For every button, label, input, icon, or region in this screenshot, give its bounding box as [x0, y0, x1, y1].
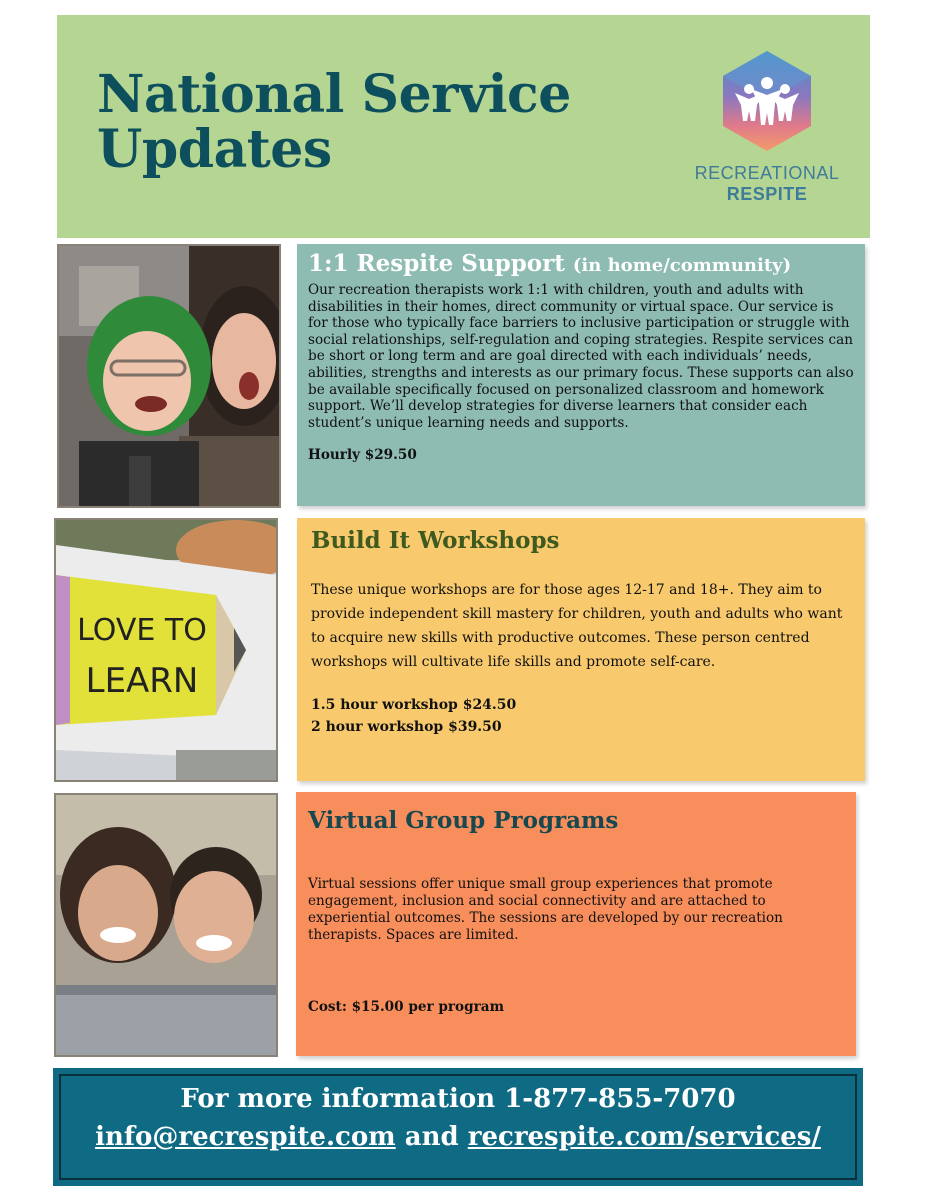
footer-links-line: [61, 1120, 855, 1154]
header-banner: [57, 15, 870, 238]
card-description: Our recreation therapists work 1:1 with children, youth and adults with disabilities in their homes, direct community or virtual space. Our service is for those who typically face barriers to inclusive participation or struggle with social relationships, self-regulation and coping strategies. Respite services can be short or long term and are goal directed with each individuals’ needs, abilities, strengths and interests as our primary focus. These supports can also be available specifically focused on personalized classroom and homework support. We’ll develop strategies for diverse learners that consider each student’s unique learning needs and supports.: [308, 282, 854, 431]
photo-love-to-learn-sign: [54, 518, 278, 782]
page-title: [97, 64, 697, 180]
card-title-main: 1:1 Respite Support: [308, 250, 565, 277]
footer-and-text: and: [404, 1122, 459, 1152]
footer-phone-line: For more information 1-877-855-7070: [180, 1084, 736, 1114]
photo-two-smiling-children: [54, 793, 278, 1057]
card-description: Virtual sessions offer unique small group experiences that promote engagement, inclusion and social connectivity and are attached to experiential outcomes. The sessions are developed by our recreation therapists. Spaces are limited.: [308, 876, 783, 943]
page-title-line1: National Service: [97, 64, 571, 125]
email-link[interactable]: info@recrespite.com: [95, 1122, 396, 1152]
card-description: These unique workshops are for those ages 12-17 and 18+. They aim to provide independent skill mastery for children, youth and adults who want to acquire new skills with productive outcomes. These person centred workshops will cultivate life skills and promote self-care.: [311, 582, 843, 670]
recreational-respite-logo: [687, 49, 847, 229]
page-title-line2: Updates: [97, 119, 332, 180]
card-prices: [311, 694, 853, 738]
card-virtual-group-programs: [296, 792, 856, 1056]
card-price-2: 2 hour workshop $39.50: [311, 719, 502, 735]
card-respite-support: [297, 244, 865, 506]
card-title: Build It Workshops: [311, 527, 560, 554]
card-price-1: 1.5 hour workshop $24.50: [311, 697, 517, 713]
logo-text-respite: RESPITE: [726, 184, 808, 204]
services-link[interactable]: recrespite.com/services/: [467, 1122, 821, 1152]
card-title: Virtual Group Programs: [308, 807, 619, 834]
sign-text-line1: LOVE TO: [77, 613, 207, 648]
sign-text-line2: LEARN: [85, 661, 199, 701]
three-people-hexagon-icon: [719, 49, 815, 153]
card-build-it-workshops: [297, 518, 865, 781]
card-title: [308, 250, 855, 280]
footer-contact-box: [59, 1074, 857, 1180]
logo-text-recreational: RECREATIONAL: [694, 163, 840, 183]
card-price: Hourly $29.50: [308, 447, 417, 464]
card-title-suffix: (in home/community): [572, 255, 792, 276]
card-price: Cost: $15.00 per program: [308, 999, 504, 1015]
photo-child-and-woman-selfie: [57, 244, 281, 508]
